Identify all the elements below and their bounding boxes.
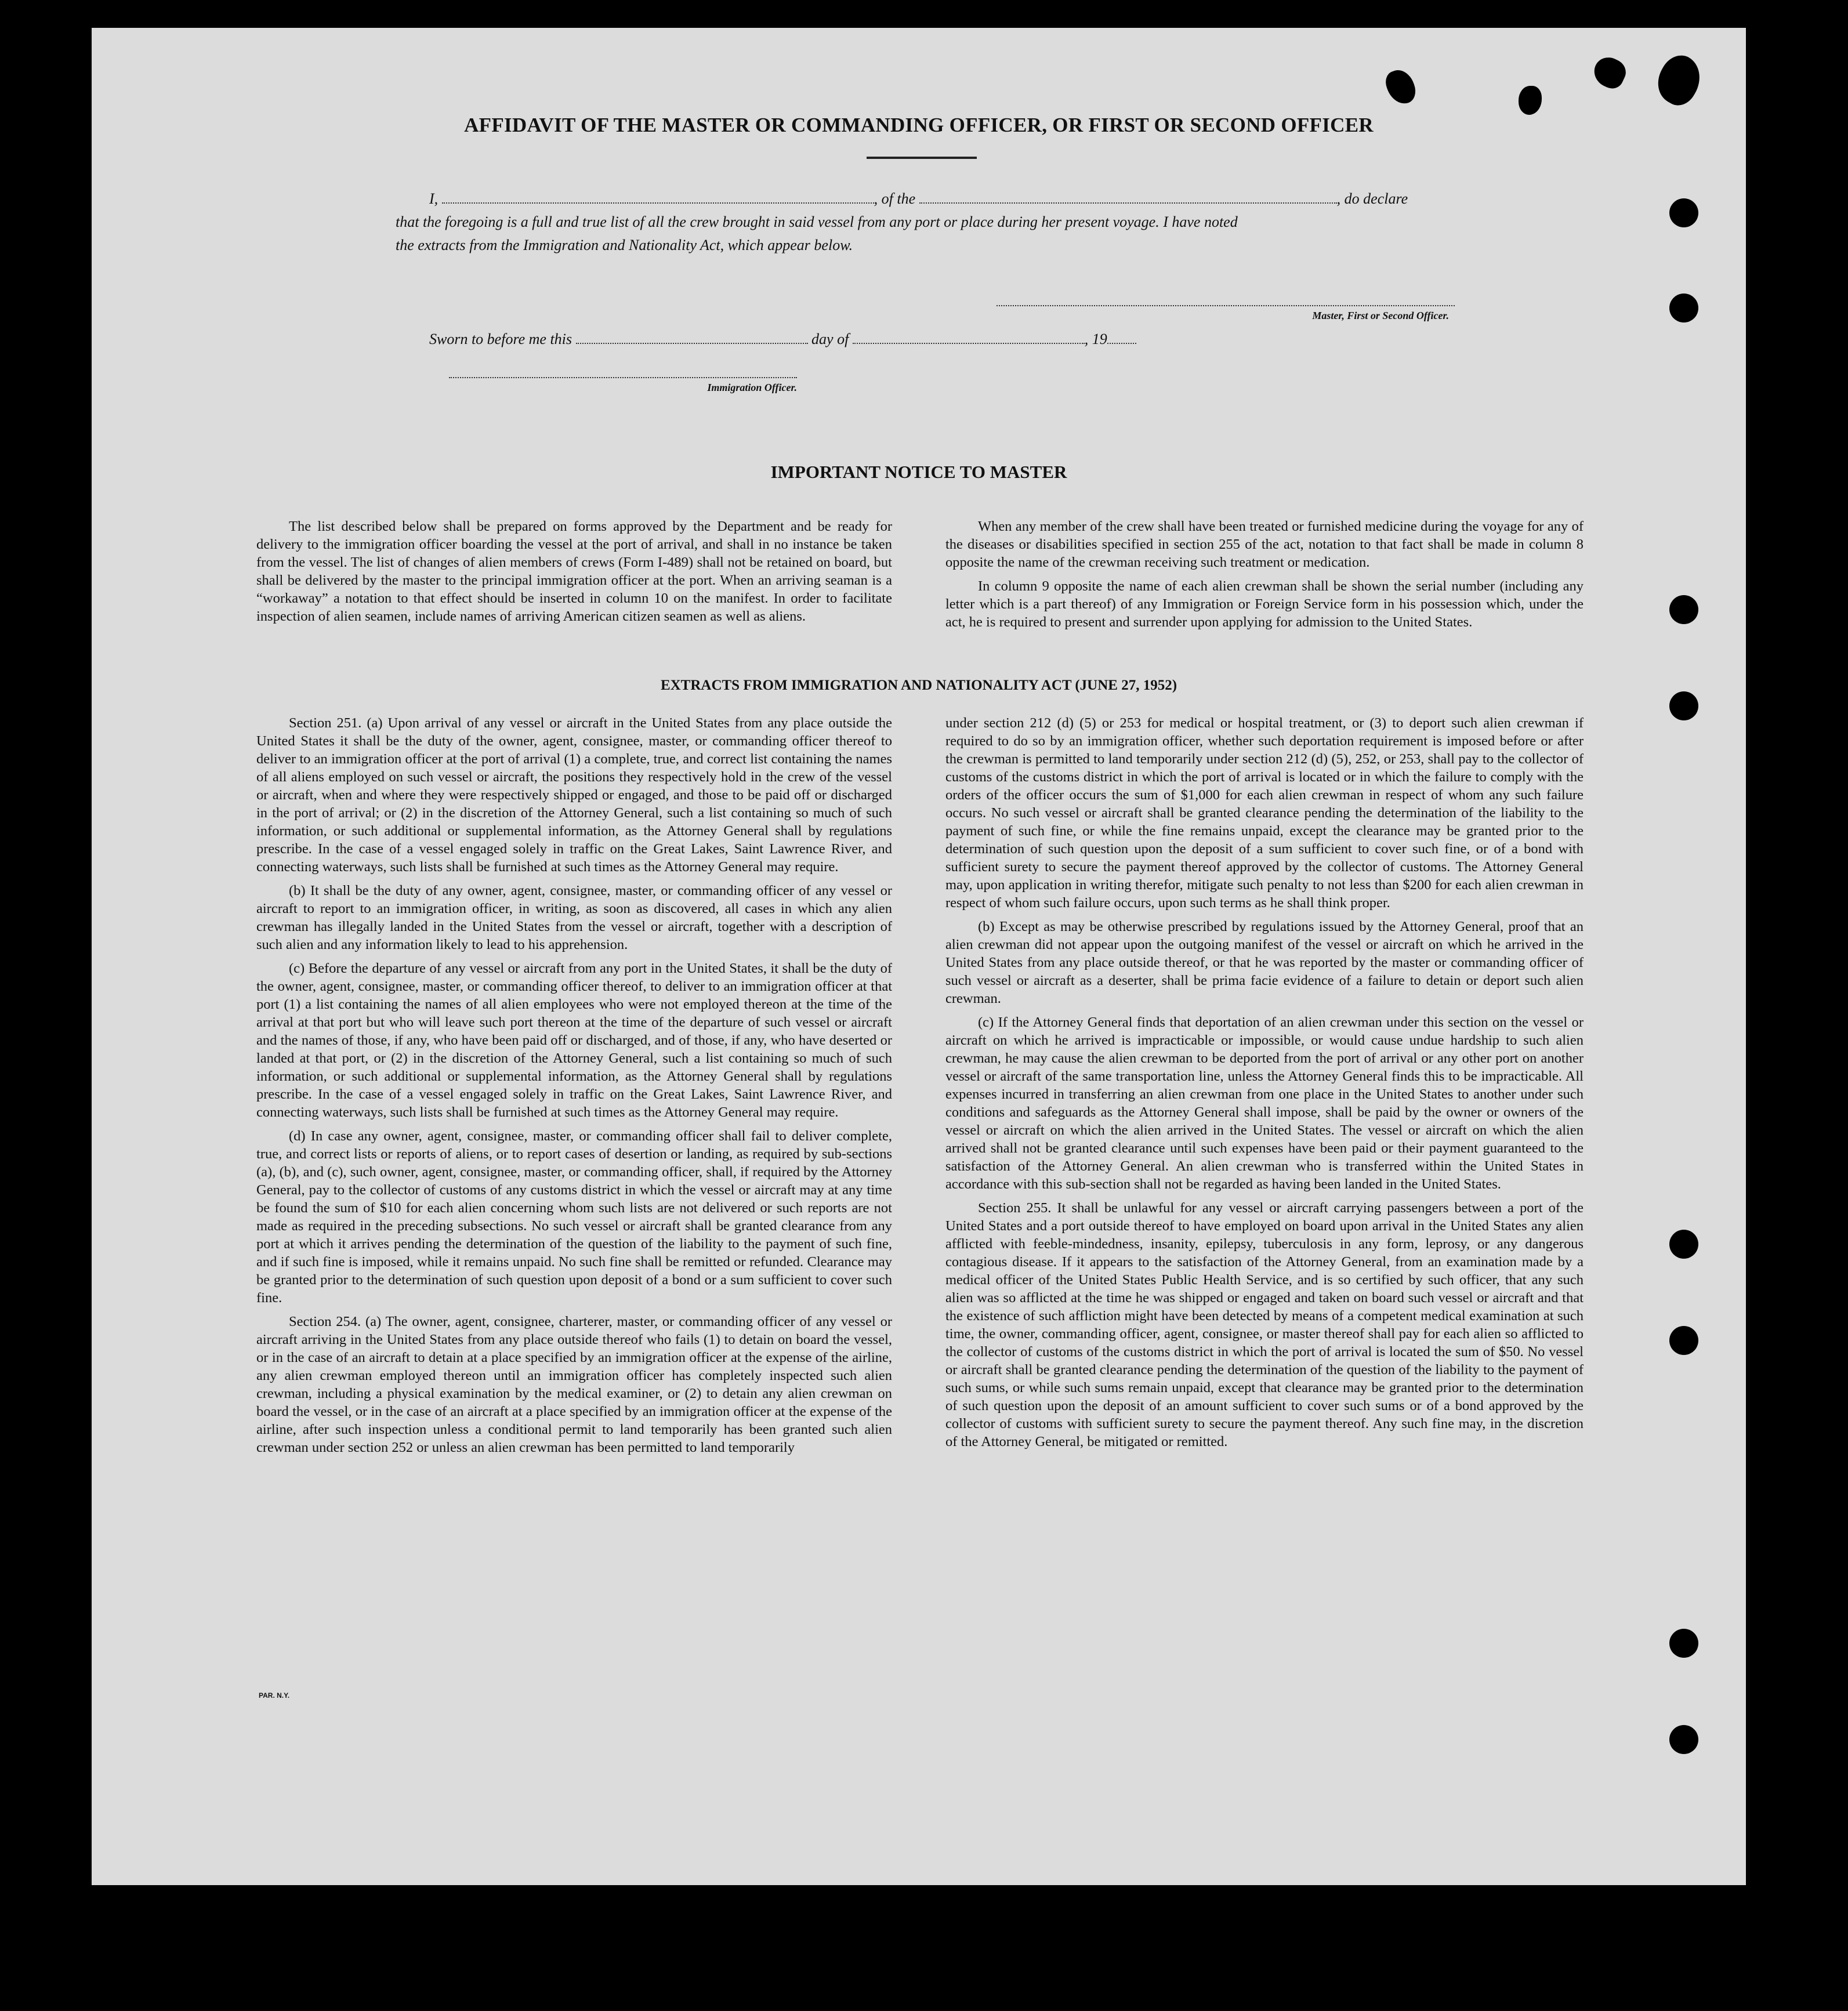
notice-right-column: [945, 517, 1584, 637]
notice-title: IMPORTANT NOTICE TO MASTER: [770, 462, 1067, 482]
declare-suffix: , do declare: [1336, 190, 1408, 207]
officer-signature-label: Immigration Officer.: [707, 382, 797, 393]
binder-hole-icon: [1669, 294, 1698, 323]
section-254-a-continued: under section 212 (d) (5) or 253 for medical or hospital treatment, or (3) to deport such alien crewman if required to do so by an immigration officer, whether such deportation requirement is imposed before or after the crewman is permitted to land temporarily under section 212 (d) (5), 252, or 253, shall pay to the collector of customs of the customs district in which the port of arrival is located or in which the failure to comply with the orders of the officer occurs the sum of $1,000 for each alien crewman in respect of whom any such failure occurs. No such vessel or aircraft shall be granted clearance pending the determination of the liability to the payment of such fine, or while the fine remains unpaid, except the clearance may be granted prior to the determination of such question upon the deposit of a sum sufficient to cover such fine, or of a bond with sufficient surety to secure the payment thereof approved by the collector of customs. The Attorney General may, upon application in writing therefor, mitigate such penalty to not less than $200 for each alien crewman in respect of whom such failure occurs, upon such terms as he shall think proper.: [945, 715, 1584, 911]
master-signature-label: Master, First or Second Officer.: [1312, 310, 1449, 321]
binder-hole-icon: [1669, 691, 1698, 720]
section-251-c: (c) Before the departure of any vessel or aircraft from any port in the United States, it shall be the duty of the owner, agent, consignee, master, or commanding officer thereof, to deliver to an immigration officer at that port (1) a list containing the names of all alien employees who were not employed thereon at the time of the arrival at that port but who will leave such port thereon at the time of the departure of such vessel or aircraft and the names of those, if any, who have been paid off or discharged, and of those, if any, who have deserted or landed at that port, or (2) in the discretion of the Attorney General, such a list containing so much of such information, or such additional or supplemental information, as the Attorney General shall by regulations prescribe. In the case of a vessel engaged solely in traffic on the Great Lakes, Saint Lawrence River, and connecting waterways, such lists shall be furnished at such times as the Attorney General may require.: [256, 961, 892, 1120]
extracts-right-column: [945, 714, 1584, 1456]
declarant-prefix: I,: [429, 190, 439, 207]
notice-paragraph: In column 9 opposite the name of each alien crewman shall be shown the serial number (including any letter which is a part thereof) of any Immigration or Foreign Service form in his possession which, under the act, he is required to present and surrender upon applying for admission to the United States.: [945, 578, 1584, 630]
binder-hole-icon: [1669, 1230, 1698, 1259]
notice-left-column: [256, 517, 892, 631]
master-signature-field[interactable]: [997, 305, 1455, 306]
day-of-label: day of: [811, 331, 849, 347]
title-underline: [867, 157, 977, 159]
officer-signature-field[interactable]: [449, 377, 797, 378]
ink-blot-icon: [1650, 49, 1709, 111]
sworn-month-field[interactable]: [853, 331, 1085, 344]
binder-hole-icon: [1669, 1326, 1698, 1355]
form-page: [92, 28, 1746, 1885]
binder-hole-icon: [1669, 1725, 1698, 1754]
binder-hole-icon: [1669, 198, 1698, 227]
printer-mark: PAR. N.Y.: [259, 1691, 290, 1700]
vessel-name-field[interactable]: [919, 191, 1337, 204]
declaration-text-3: the extracts from the Immigration and Nationality Act, which appear below.: [396, 237, 853, 253]
section-251-b: (b) It shall be the duty of any owner, agent, consignee, master, or commanding officer of any vessel or aircraft to report to an immigration officer, in writing, as soon as discovered, all cases in which any alien crewman has illegally landed in the United States from the vessel or aircraft, together with a description of such alien and any information likely to lead to his apprehension.: [256, 883, 892, 952]
section-254-a: Section 254. (a) The owner, agent, consignee, charterer, master, or commanding officer of any vessel or aircraft arriving in the United States from any place outside thereof who fails (1) to detain on board the vessel, or in the case of an aircraft to detain at a place specified by an immigration officer at the expense of the airline, any alien crewman employed thereon until an immigration officer has completely inspected such alien crewman, including a physical examination by the medical examiner, or (2) to detain any alien crewman on board the vessel, or in the case of an aircraft at a place specified by an immigration officer at the expense of the airline, after such inspection unless a conditional permit to land temporarily has been granted such alien crewman under section 252 or unless an alien crewman has been permitted to land temporarily: [256, 1314, 892, 1455]
declarant-name-field[interactable]: [442, 191, 874, 204]
affidavit-title: AFFIDAVIT OF THE MASTER OR COMMANDING OFFICER, OR FIRST OR SECOND OFFICER: [464, 114, 1374, 136]
notice-paragraph: When any member of the crew shall have been treated or furnished medicine during the voyage for any of the diseases or disabilities specified in section 255 of the act, notation to that fact shall be made in column 8 opposite the name of the crewman receiving such treatment or medication.: [945, 519, 1584, 570]
section-251-d: (d) In case any owner, agent, consignee, master, or commanding officer shall fail to deliver complete, true, and correct lists or reports of aliens, or to report cases of desertion or landing, as required by sub-sections (a), (b), and (c), such owner, agent, consignee, master, or commanding officer, shall, if required by the Attorney General, pay to the collector of customs of any customs district in which the vessel or aircraft may at any time be found the sum of $10 for each alien concerning whom such lists are not delivered or such reports are not made as required in the preceding subsections. No such vessel or aircraft shall be granted clearance from any port at which it arrives pending the determination of the question of the liability to the payment of such fine, and if such fine is imposed, while it remains unpaid. No such fine shall be remitted or refunded. Clearance may be granted prior to the determination of such question upon deposit of a bond or a sum sufficient to cover such fine.: [256, 1128, 892, 1306]
ink-blot-icon: [1519, 86, 1542, 115]
section-254-c: (c) If the Attorney General finds that deportation of an alien crewman under this section on the vessel or aircraft on which he arrived is impracticable or impossible, or would cause undue hardship to such alien crewman, he may cause the alien crewman to be deported from the port of arrival or any other port on another vessel or aircraft of the same transportation line, unless the Attorney General finds this to be impracticable. All expenses incurred in transferring an alien crewman from one place in the United States to another under such conditions and safeguards as the Attorney General shall impose, shall be paid by the owner or owners of the vessel or aircraft on which the alien arrived in the United States. The vessel or aircraft on which the alien arrived shall not be granted clearance until such expenses have been paid or their payment guaranteed to the satisfaction of the Attorney General. An alien crewman who is transferred within the United States in accordance with this sub-section shall not be regarded as having been landed in the United States.: [945, 1014, 1584, 1192]
section-254-b: (b) Except as may be otherwise prescribed by regulations issued by the Attorney General, proof that an alien crewman did not appear upon the outgoing manifest of the vessel or aircraft on which he arrived in the United States from any place outside thereof, or that he was reported by the master or commanding officer of such vessel or aircraft as a deserter, shall be prima facie evidence of a failure to detain or deport such alien crewman.: [945, 919, 1584, 1006]
ink-blot-icon: [1589, 53, 1630, 92]
declaration-text-2: that the foregoing is a full and true list of all the crew brought in said vessel from any port or place during her present voyage. I have noted: [396, 213, 1238, 230]
declaration-line: [429, 190, 1408, 208]
vessel-prefix: , of the: [874, 190, 916, 207]
extracts-title: EXTRACTS FROM IMMIGRATION AND NATIONALITY ACT (JUNE 27, 1952): [660, 677, 1177, 693]
year-prefix: , 19: [1084, 331, 1107, 347]
section-251-a: Section 251. (a) Upon arrival of any vessel or aircraft in the United States from any place outside the United States it shall be the duty of the owner, agent, consignee, master, or commanding officer thereof to deliver to an immigration officer at the port of arrival (1) a complete, true, and correct list containing the names of all aliens employed on such vessel or aircraft, the positions they respectively hold in the crew of the vessel or aircraft, when and where they were respectively shipped or engaged, and those to be paid off or discharged in the port of arrival; or (2) in the discretion of the Attorney General, such a list containing so much of such information, or such additional or supplemental information, as the Attorney General shall by regulations prescribe. In the case of a vessel engaged solely in traffic on the Great Lakes, Saint Lawrence River, and connecting waterways, such lists shall be furnished at such times as the Attorney General may require.: [256, 715, 892, 875]
section-255: Section 255. It shall be unlawful for any vessel or aircraft carrying passengers between a port of the United States and a port outside thereof to have employed on board upon arrival in the United States any alien afflicted with feeble-mindedness, insanity, epilepsy, tuberculosis in any form, leprosy, or any dangerous contagious disease. If it appears to the satisfaction of the Attorney General, from an examination made by a medical officer of the United States Public Health Service, and is so certified by such officer, that any such alien was so afflicted at the time he was shipped or engaged and taken on board such vessel or aircraft and that the existence of such affliction might have been detected by means of a competent medical examination at such time, the owner, commanding officer, agent, consignee, or master thereof shall pay for each alien so afflicted to the collector of customs of the customs district in which the port of arrival is located the sum of $50. No vessel or aircraft shall be granted clearance pending the determination of the question of the liability to the payment of such sums, or while such sums remain unpaid, except that clearance may be granted prior to the determination of such question upon the deposit of an amount sufficient to cover such sums or of a bond approved by the collector of customs with sufficient surety to secure the payment thereof. Any such fine may, in the discretion of the Attorney General, be mitigated or remitted.: [945, 1200, 1584, 1450]
binder-hole-icon: [1669, 595, 1698, 624]
binder-hole-icon: [1669, 1629, 1698, 1658]
ink-blot-icon: [1382, 66, 1419, 108]
sworn-line: [429, 331, 1136, 348]
extracts-left-column: [256, 714, 892, 1462]
sworn-day-field[interactable]: [576, 331, 808, 344]
sworn-year-field[interactable]: [1107, 331, 1136, 344]
notice-paragraph: The list described below shall be prepared on forms approved by the Department and be ready for delivery to the immigration officer boarding the vessel at the port of arrival, and shall in no instance be taken from the vessel. The list of changes of alien members of crews (Form I-489) shall not be retained on board, but shall be delivered by the master to the principal immigration officer at the port. When an arriving seaman is a “workaway” a notation to that effect should be inserted in column 10 on the manifest. In order to facilitate inspection of alien seamen, include names of arriving American citizen seamen as well as aliens.: [256, 519, 892, 624]
sworn-prefix: Sworn to before me this: [429, 331, 572, 347]
